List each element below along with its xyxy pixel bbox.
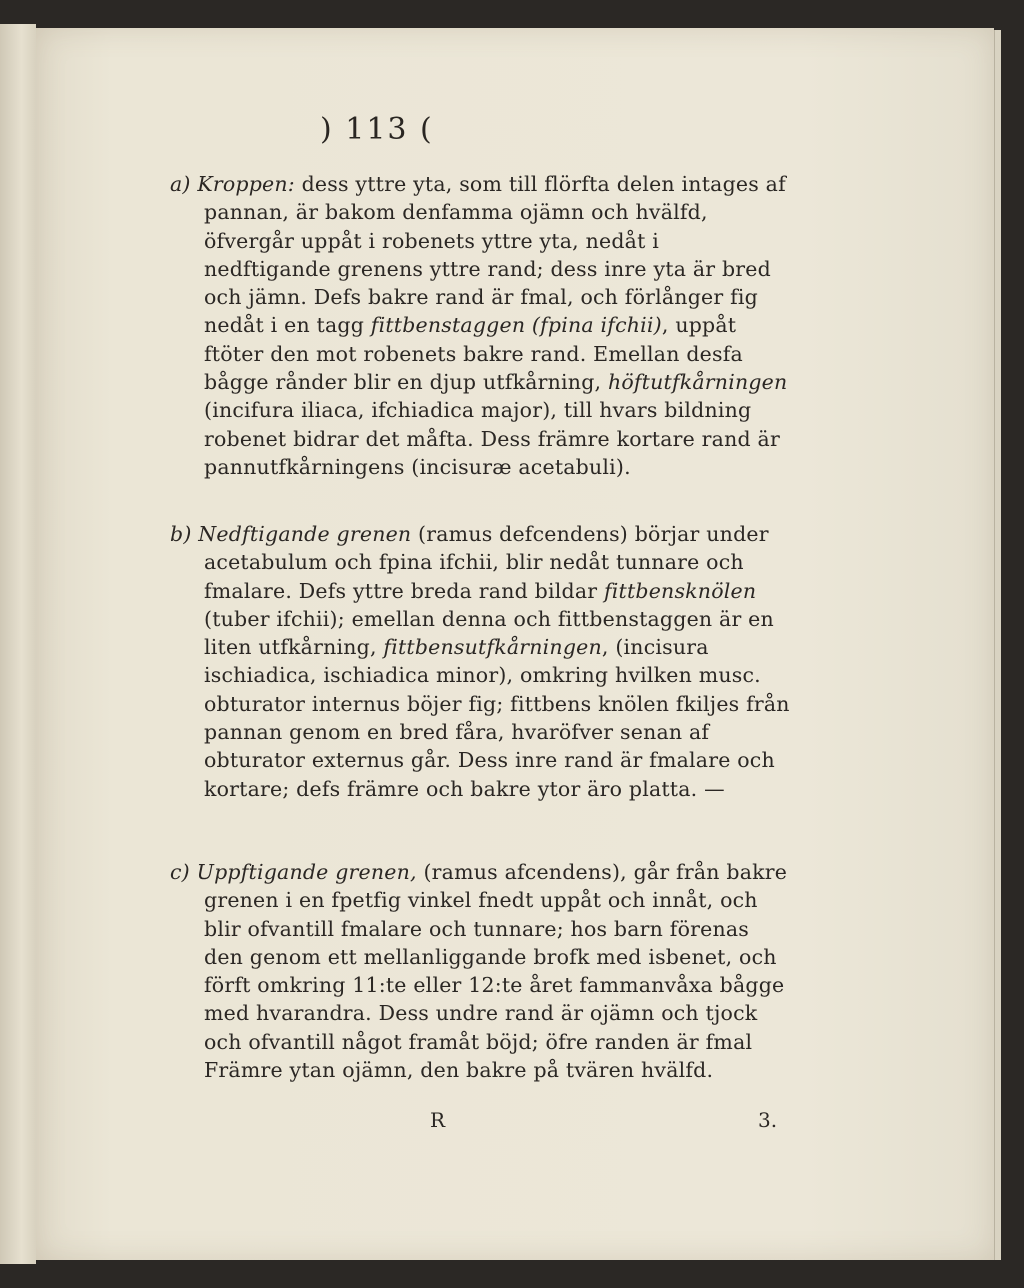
paragraph-label: c) <box>170 860 190 884</box>
paragraph-text: (ramus afcendens), går från bakre grenen i en fpetfig vinkel fnedt uppåt och innåt, och blir ofvantill fmalare och tunnare; hos barn förenas den genom ett mellanliggande brofk med isbenet, och förft omkring 11:te eller 12:te året fammanvåxa bågge med hvarandra. Dess undre rand är ojämn och tjock och ofvantill något framåt böjd; öfre randen är fmal Främre ytan ojämn, den bakre på tvären hvälfd. <box>204 860 788 1083</box>
paragraph-c <box>170 858 790 1084</box>
term: Uppftigande grenen, <box>196 860 417 884</box>
term: fittbensutfkårningen <box>383 635 602 660</box>
facing-page-edge <box>0 24 36 1264</box>
paragraph-text: (ramus defcendens) börjar under acetabulum och fpina ifchii, blir nedåt tunnare och fmalare. Defs yttre breda rand bildar <box>204 522 769 603</box>
term: fittbenstaggen (fpina ifchii) <box>370 313 662 338</box>
paragraph-text: , uppåt ftöter den mot robenets bakre rand. Emellan desfa bågge rånder blir en djup utfkårning, <box>204 313 743 395</box>
paragraph-label: a) <box>170 172 191 196</box>
paragraph-b <box>170 520 790 803</box>
signature-mark: R <box>430 1108 446 1132</box>
term: Kroppen: <box>197 172 295 196</box>
page-edge <box>994 30 1001 1260</box>
term: höftutfkårningen <box>607 370 788 395</box>
paragraph-a <box>170 170 790 481</box>
catchword: 3. <box>758 1108 778 1132</box>
paragraph-text: (tuber ifchii); emellan denna och fittbenstaggen är en liten utfkårning, <box>204 606 774 660</box>
page-header: ) 113 ( <box>320 112 434 147</box>
paragraph-text: dess yttre yta, som till flörfta delen intages af pannan, är bakom denfamma ojämn och hvälfd, öfvergår uppåt i robenets yttre yta, nedåt i nedftigande grenens yttre rand; dess inre yta är bred och jämn. Defs bakre rand är fmal, och förlånger fig nedåt i en tagg <box>204 172 786 338</box>
term: Nedftigande grenen <box>198 522 412 546</box>
paragraph-text: , (incisura ischiadica, ischiadica minor), omkring hvilken musc. obturator internus böjer fig; fittbens knölen fkiljes från pannan genom en bred fåra, hvaröfver senan af obturator externus går. Dess inre rand är fmalare och kortare; defs främre och bakre ytor äro platta. — <box>204 635 790 801</box>
paragraph-text: (incifura iliaca, ifchiadica major), till hvars bildning robenet bidrar det måfta. Dess främre kortare rand är pannutfkårningens (incisuræ acetabuli). <box>204 398 780 479</box>
paragraph-label: b) <box>170 522 192 546</box>
term: fittbensknölen <box>603 578 757 603</box>
